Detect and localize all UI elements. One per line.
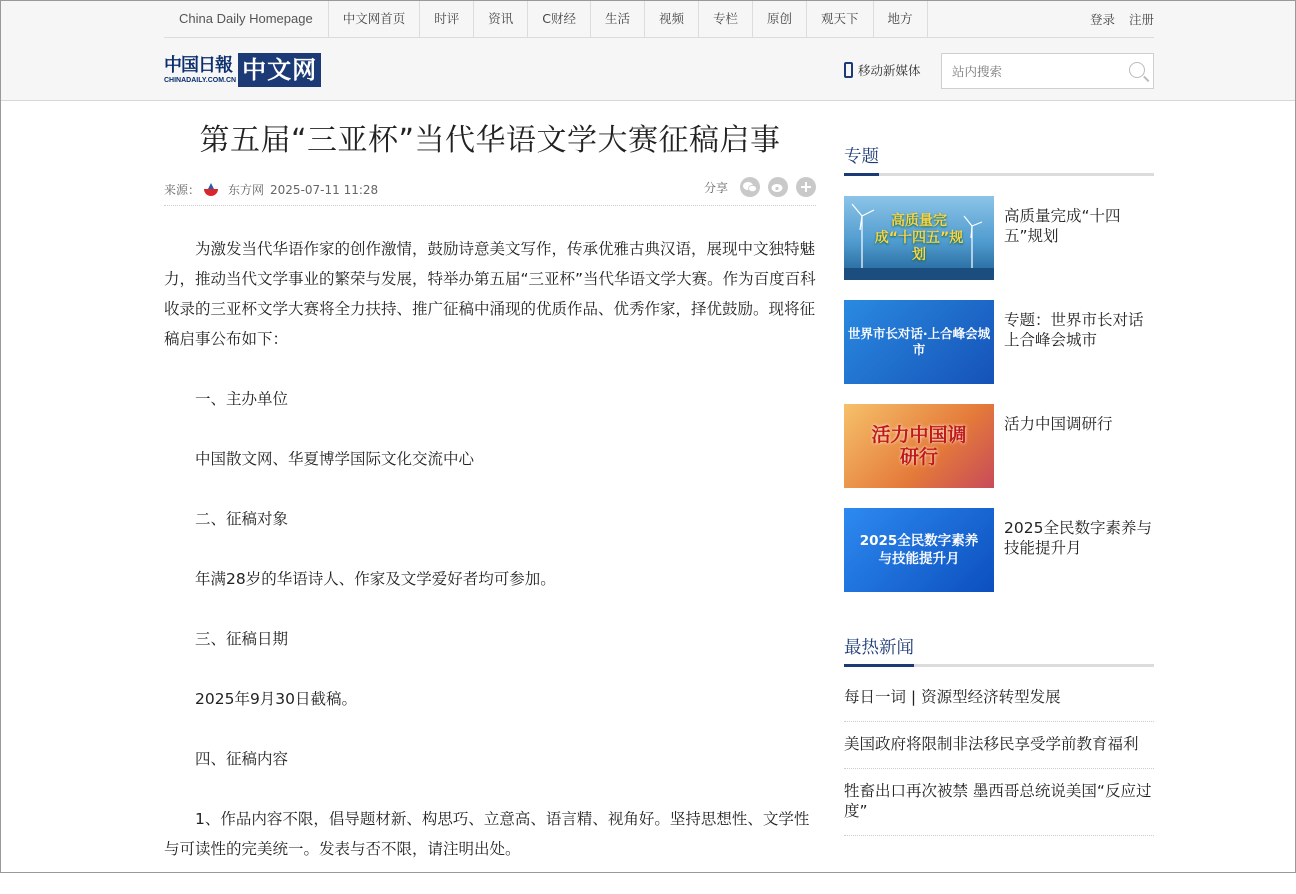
- source-logo-icon: [204, 183, 218, 197]
- phone-icon: [844, 62, 853, 78]
- nav-item-columns[interactable]: 专栏: [699, 1, 753, 37]
- nav-item-original[interactable]: 原创: [753, 1, 807, 37]
- hot-news-item[interactable]: 牲畜出口再次被禁 墨西哥总统说美国“反应过度”: [844, 769, 1154, 836]
- login-link[interactable]: 登录: [1089, 12, 1115, 27]
- register-link[interactable]: 注册: [1128, 12, 1154, 27]
- weibo-share-icon[interactable]: [768, 177, 788, 197]
- logo-zhongwenwang: 中文网: [238, 53, 321, 87]
- hot-news-item[interactable]: 每日一词 | 资源型经济转型发展: [844, 675, 1154, 722]
- mobile-media-link[interactable]: [844, 61, 921, 79]
- article-paragraph: 为激发当代华语作家的创作激情，鼓励诗意美文写作，传承优雅古典汉语，展现中文独特魅力，推动当代文学事业的繁荣与发展，特举办第五届“三亚杯”当代华语文学大赛。作为百度百科收录的三亚杯文学大赛将全力扶持、推广征稿中涌现的优质作品、优秀作家，择优鼓励。现将征稿启事公布如下：: [164, 240, 816, 348]
- topics-title: 专题: [844, 145, 879, 176]
- topics-section-title: [844, 141, 1154, 176]
- share-label: 分享: [703, 180, 728, 195]
- logo-en-text: CHINADAILY.COM.CN: [164, 76, 237, 84]
- topic-item[interactable]: [844, 196, 1154, 280]
- sidebar: [844, 101, 1154, 836]
- hot-news-title: 最热新闻: [844, 636, 914, 667]
- topic-label[interactable]: 高质量完成“十四五”规划: [1004, 207, 1121, 245]
- hot-news-section-title: [844, 632, 1154, 667]
- mobile-media-label: 移动新媒体: [858, 63, 921, 78]
- topic-thumbnail[interactable]: [844, 404, 994, 488]
- site-header: [1, 1, 1295, 101]
- article-paragraph: 三、征稿日期: [195, 630, 289, 648]
- article-paragraph: 四、征稿内容: [195, 750, 289, 768]
- site-logo[interactable]: [164, 53, 321, 87]
- article-paragraph: 一、主办单位: [195, 390, 289, 408]
- nav-item-world[interactable]: 观天下: [807, 1, 874, 37]
- article-meta: [164, 177, 816, 206]
- nav-item-life[interactable]: 生活: [591, 1, 645, 37]
- logo-cn-text: 中国日報: [164, 54, 232, 76]
- nav-item-chinadaily-homepage[interactable]: China Daily Homepage: [164, 1, 329, 37]
- topic-item[interactable]: [844, 404, 1154, 488]
- nav-item-video[interactable]: 视频: [645, 1, 699, 37]
- topic-item[interactable]: [844, 300, 1154, 384]
- top-nav: [164, 1, 1154, 38]
- article-title: 第五届“三亚杯”当代华语文学大赛征稿启事: [199, 123, 781, 158]
- topic-thumb-text: 活力中国调研行: [871, 424, 967, 468]
- nav-item-chinese-homepage[interactable]: 中文网首页: [329, 1, 421, 37]
- topic-label[interactable]: 活力中国调研行: [1004, 415, 1113, 433]
- more-share-icon[interactable]: [796, 177, 816, 197]
- article-paragraph: 年满28岁的华语诗人、作家及文学爱好者均可参加。: [195, 570, 556, 588]
- source-label: 来源：: [164, 183, 201, 197]
- article-body: [164, 234, 816, 864]
- topic-thumbnail[interactable]: [844, 508, 994, 592]
- article-paragraph: 中国散文网、华夏博学国际文化交流中心: [195, 450, 475, 468]
- chinadaily-logo: [164, 56, 236, 85]
- topic-thumb-text: 2025全民数字素养与技能提升月: [859, 533, 979, 567]
- wechat-share-icon[interactable]: [740, 177, 760, 197]
- nav-item-local[interactable]: 地方: [874, 1, 928, 37]
- auth-links: [1090, 10, 1154, 28]
- nav-item-commentary[interactable]: 时评: [420, 1, 474, 37]
- topic-thumbnail[interactable]: [844, 300, 994, 384]
- topic-item[interactable]: [844, 508, 1154, 592]
- nav-item-finance[interactable]: C财经: [528, 1, 591, 37]
- search-icon[interactable]: [1129, 62, 1145, 78]
- topic-thumb-text: 世界市长对话·上合峰会城市: [847, 326, 991, 357]
- site-search: [941, 53, 1154, 89]
- article-paragraph: 1、作品内容不限，倡导题材新、构思巧、立意高、语言精、视角好。坚持思想性、文学性与可读性的完美统一。发表与否不限，请注明出处。: [164, 810, 810, 858]
- topic-thumbnail[interactable]: [844, 196, 994, 280]
- source-name[interactable]: 东方网: [228, 183, 265, 197]
- nav-item-news[interactable]: 资讯: [474, 1, 528, 37]
- article-paragraph: 2025年9月30日截稿。: [195, 690, 358, 708]
- article-datetime: 2025-07-11 11:28: [270, 182, 379, 197]
- topic-label[interactable]: 专题：世界市长对话上合峰会城市: [1004, 311, 1144, 349]
- article-paragraph: 二、征稿对象: [195, 510, 289, 528]
- hot-news-list: [844, 675, 1154, 836]
- hot-news-item[interactable]: 美国政府将限制非法移民享受学前教育福利: [844, 722, 1154, 769]
- article-main: [164, 101, 816, 894]
- topic-thumb-text: 高质量完成“十四五”规划: [874, 212, 964, 263]
- topic-label[interactable]: 2025全民数字素养与技能提升月: [1004, 519, 1152, 557]
- search-input[interactable]: [942, 54, 1122, 88]
